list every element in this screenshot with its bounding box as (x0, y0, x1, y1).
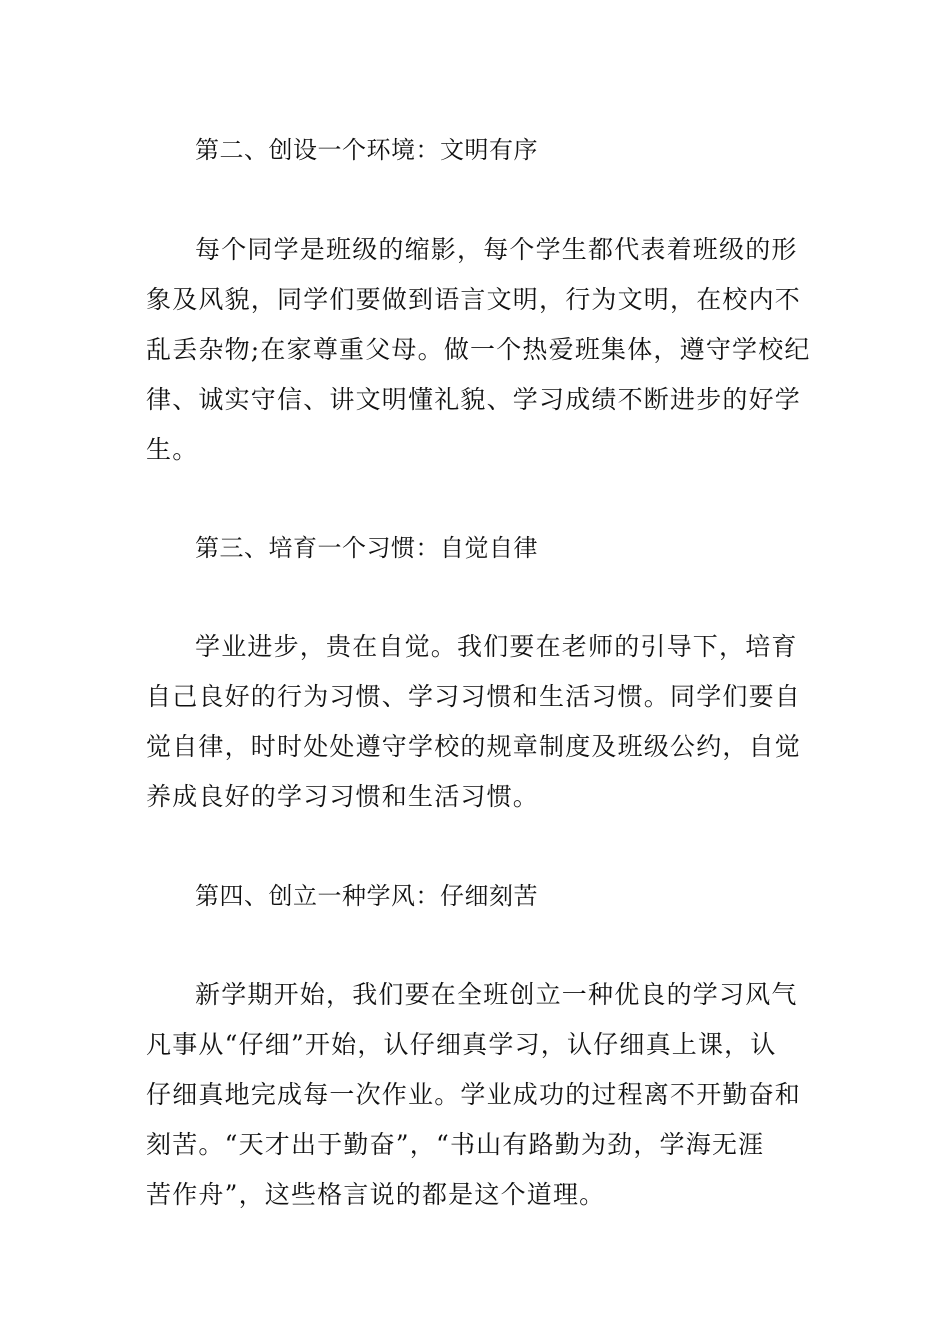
paragraph-line: 乱丢杂物;在家尊重父母。做一个热爱班集体，遵守学校纪 (146, 335, 811, 364)
paragraph-line: 学业进步，贵在自觉。我们要在老师的引导下，培育 (195, 632, 798, 661)
section-paragraph-2 (146, 225, 811, 475)
paragraph-line: 生。 (146, 435, 199, 464)
paragraph-line: 觉自律，时时处处遵守学校的规章制度及班级公约，自觉 (146, 732, 802, 761)
paragraph-line: 律、诚实守信、讲文明懂礼貌、学习成绩不断进步的好学 (146, 385, 802, 414)
paragraph-line: 苦作舟”，这些格言说的都是这个道理。 (146, 1180, 606, 1209)
section-paragraph-4 (146, 970, 806, 1220)
paragraph-line: 自己良好的行为习惯、学习习惯和生活习惯。同学们要自 (146, 682, 802, 711)
paragraph-line: 养成良好的学习习惯和生活习惯。 (146, 782, 540, 811)
paragraph-line: 刻苦。“天才出于勤奋”，“书山有路勤为劲，学海无涯 (146, 1130, 765, 1159)
section-heading-2: 第二、创设一个环境：文明有序 (195, 136, 538, 164)
section-paragraph-3 (146, 622, 806, 822)
paragraph-line: 凡事从“仔细”开始，认仔细真学习，认仔细真上课，认 (146, 1030, 777, 1059)
paragraph-line: 仔细真地完成每一次作业。学业成功的过程离不开勤奋和 (146, 1080, 802, 1109)
paragraph-line: 象及风貌，同学们要做到语言文明，行为文明，在校内不 (146, 285, 802, 314)
paragraph-line: 每个同学是班级的缩影，每个学生都代表着班级的形 (195, 235, 798, 264)
section-heading-3: 第三、培育一个习惯：自觉自律 (195, 534, 538, 562)
section-heading-4: 第四、创立一种学风：仔细刻苦 (195, 882, 538, 910)
paragraph-line: 新学期开始，我们要在全班创立一种优良的学习风气 (195, 980, 798, 1009)
